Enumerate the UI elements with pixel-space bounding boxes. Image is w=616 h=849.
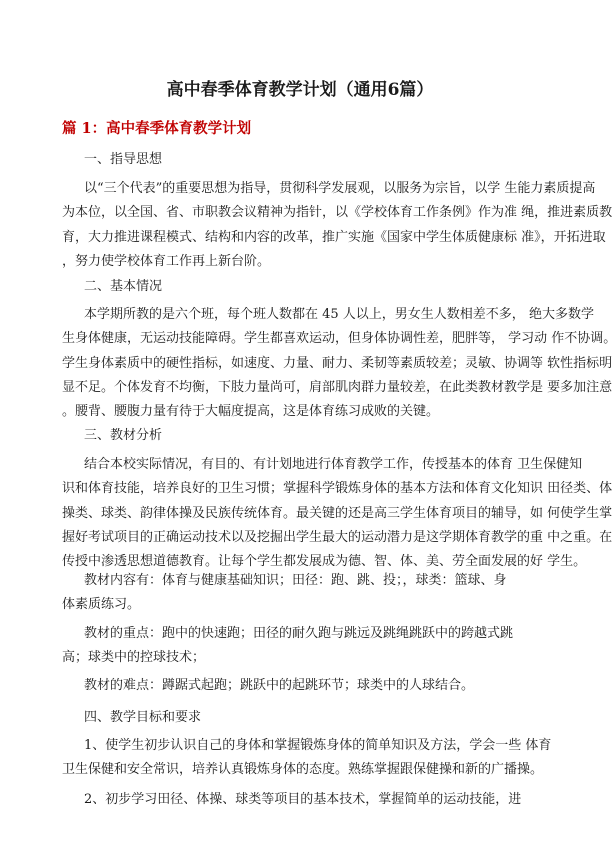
chapter-title: 篇 1：高中春季体育教学计划 — [62, 120, 252, 137]
text-line: 高；球类中的控球技术； — [62, 650, 206, 666]
paragraph-material-analysis — [62, 453, 613, 574]
text-line: ，努力使学校体育工作再上新台阶。 — [62, 253, 271, 269]
section-heading-guiding-ideology: 一、指导思想 — [84, 152, 163, 167]
text-line: 教材的难点：蹲踞式起跑；跳跃中的起跳环节；球类中的人球结合。 — [84, 678, 475, 693]
text-line: 握好考试项目的正确运动技术以及挖掘出学生最大的运动潜力是这学期体育教学的重 中之重。在 — [62, 529, 613, 545]
text-line: 操类、球类、韵律体操及民族传统体育。最关键的还是高三学生体育项目的辅导，如 何使学生掌 — [62, 505, 613, 521]
paragraph-guiding-ideology — [62, 177, 613, 274]
text-line: 传授中渗透思想道德教育。让每个学生都发展成为德、智、体、美、劳全面发展的好 学生。 — [62, 554, 587, 570]
text-line: 学生身体素质中的硬性指标，如速度、力量、耐力、柔韧等素质较差；灵敏、协调等 软性指标明 — [62, 355, 613, 371]
text-line: 以“三个代表”的重要思想为指导，贯彻科学发展观，以服务为宗旨，以学 生能力素质提高 — [84, 181, 596, 196]
text-line: 生身体健康，无运动技能障碍。学生都喜欢运动，但身体协调性差，肥胖等， 学习动 作不协调。 — [62, 331, 616, 347]
paragraph-material-content — [62, 569, 542, 618]
section-heading-teaching-goals: 四、教学目标和要求 — [84, 710, 202, 725]
section-heading-basic-situation: 二、基本情况 — [84, 279, 163, 294]
paragraph-goal-2 — [62, 788, 542, 812]
text-line: 教材内容有：体育与健康基础知识；田径：跑、跳、投；，球类：篮球、身 — [84, 573, 507, 588]
text-line: 结合本校实际情况，有目的、有计划地进行体育教学工作，传授基本的体育 卫生保健知 — [84, 457, 583, 472]
text-line: 本学期所教的是六个班，每个班人数都在 45 人以上，男女生人数相差不多， 绝大多数学 — [84, 307, 594, 322]
section-heading-material-analysis: 三、教材分析 — [84, 428, 163, 443]
text-line: 。腰背、腰腹力量有待于大幅度提高，这是体育练习成败的关键。 — [62, 404, 440, 420]
text-line: 显不足。个体发育不均衡，下肢力量尚可，肩部肌肉群力量较差，在此类教材教学是 要多加注意 — [62, 379, 613, 395]
text-line: 教材的重点：跑中的快速跑；田径的耐久跑与跳远及跳绳跳跃中的跨越式跳 — [84, 626, 514, 641]
text-line: 体素质练习。 — [62, 597, 141, 613]
text-line: 识和体育技能，培养良好的卫生习惯；掌握科学锻炼身体的基本方法和体育文化知识 田径类、体 — [62, 481, 613, 497]
text-line: 育，大力推进课程模式、结构和内容的改革，推广实施《国家中学生体质健康标 准》，开拓进取 — [62, 229, 606, 245]
paragraph-material-difficulties — [62, 674, 542, 698]
text-line: 2、初步学习田径、体操、球类等项目的基本技术，掌握简单的运动技能，进 — [84, 792, 522, 807]
text-line: 卫生保健和安全常识，培养认真锻炼身体的态度。熟练掌握跟保健操和新的广播操。 — [62, 762, 544, 778]
text-line: 为本位，以全国、省、市职教会议精神为指针，以《学校体育工作条例》作为准 绳，推进素质教 — [62, 205, 613, 221]
paragraph-goal-1 — [62, 734, 552, 783]
text-line: 1、使学生初步认识自己的身体和掌握锻炼身体的简单知识及方法，学会一些 体育 — [84, 738, 552, 753]
document-title: 高中春季体育教学计划（通用6篇） — [166, 80, 434, 100]
paragraph-basic-situation — [62, 303, 616, 424]
paragraph-material-key-points — [62, 622, 542, 671]
